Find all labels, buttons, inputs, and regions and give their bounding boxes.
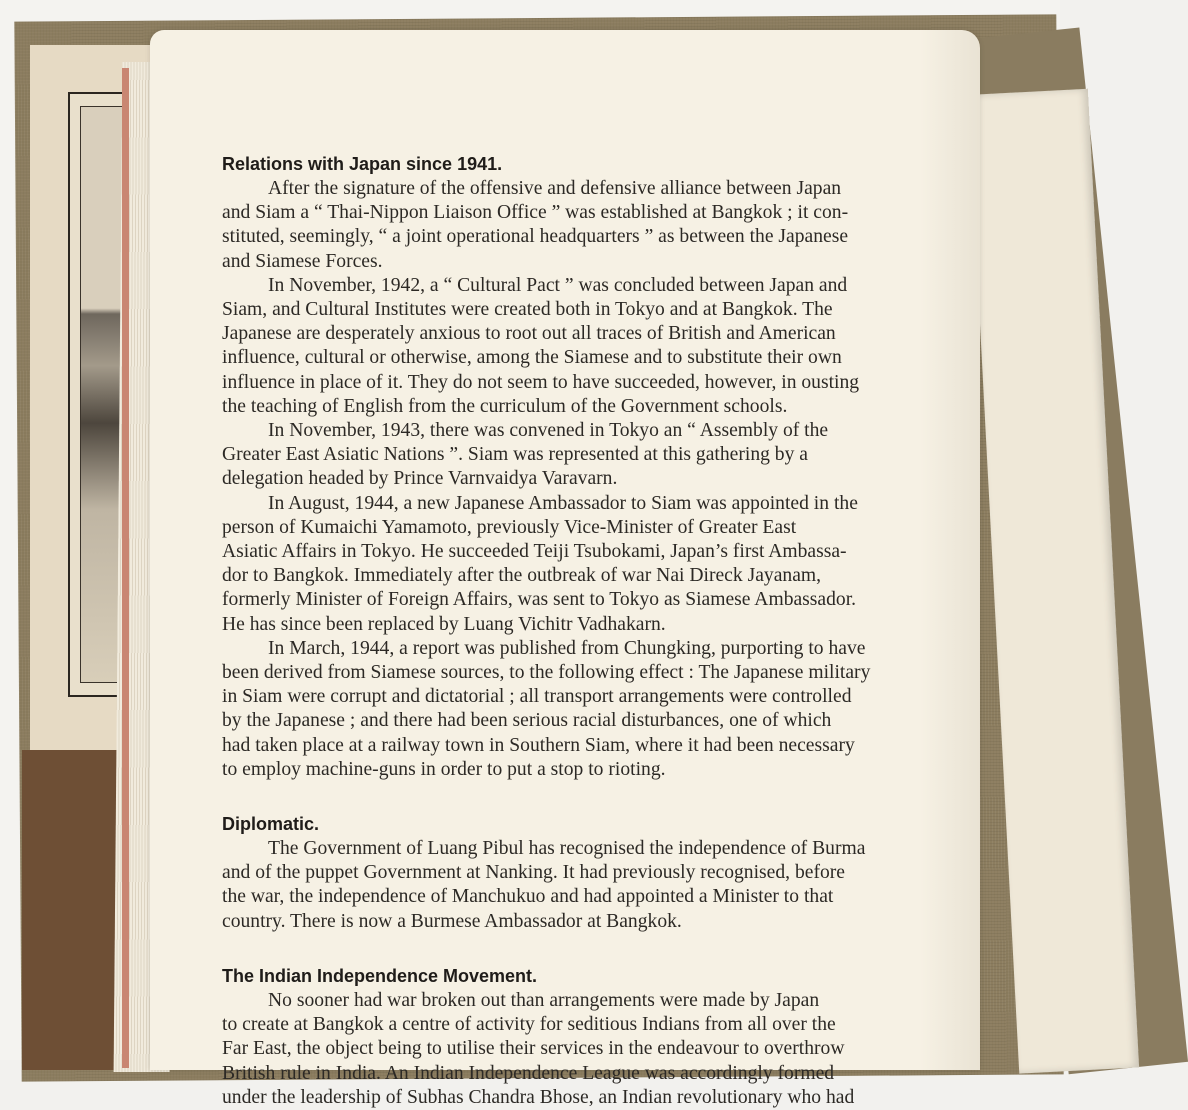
- red-page-edge: [122, 68, 129, 1068]
- paragraph: [222, 419, 972, 492]
- text-line: The Government of Luang Pibul has recognised the independence of Burma: [268, 838, 866, 860]
- text-line: the war, the independence of Manchukuo and had appointed a Minister to that: [222, 886, 834, 908]
- text-line: He has since been replaced by Luang Vichitr Vadhakarn.: [222, 613, 666, 635]
- section-heading: Diplomatic.: [222, 814, 320, 835]
- paragraph: [222, 492, 972, 637]
- paragraph: [222, 177, 972, 274]
- text-line: No sooner had war broken out than arrangements were made by Japan: [268, 989, 820, 1011]
- paragraph: [222, 989, 972, 1110]
- text-line: stituted, seemingly, “ a joint operational headquarters ” as between the Japanese: [222, 226, 849, 248]
- text-line: dor to Bangkok. Immediately after the outbreak of war Nai Direck Jayanam,: [222, 565, 822, 587]
- text-line: Japanese are desperately anxious to root out all traces of British and American: [222, 323, 836, 345]
- text-line: and of the puppet Government at Nanking. It had previously recognised, before: [222, 862, 846, 884]
- text-line: in Siam were corrupt and dictatorial ; all transport arrangements were controlled: [222, 686, 852, 708]
- text-line: had taken place at a railway town in Southern Siam, where it had been necessary: [222, 734, 855, 756]
- text-line: In March, 1944, a report was published from Chungking, purporting to have: [268, 637, 866, 659]
- text-line: country. There is now a Burmese Ambassador at Bangkok.: [222, 910, 682, 932]
- text-line: and Siamese Forces.: [222, 250, 383, 272]
- section-heading: The Indian Independence Movement.: [222, 965, 538, 986]
- text-line: influence, cultural or otherwise, among the Siamese and to substitute their own: [222, 347, 842, 369]
- paragraph: [222, 274, 972, 419]
- text-line: Asiatic Affairs in Tokyo. He succeeded Teiji Tsubokami, Japan’s first Ambassa-: [222, 541, 847, 563]
- text-line: to create at Bangkok a centre of activity for seditious Indians from all over the: [222, 1014, 836, 1036]
- text-line: and Siam a “ Thai-Nippon Liaison Office ” was established at Bangkok ; it con-: [222, 202, 849, 224]
- page-text: [222, 152, 972, 1110]
- paragraph: [222, 837, 972, 934]
- text-line: British rule in India. An Indian Independence League was accordingly formed: [222, 1062, 835, 1084]
- text-line: under the leadership of Subhas Chandra Bhose, an Indian revolutionary who had: [222, 1086, 855, 1108]
- text-line: formerly Minister of Foreign Affairs, was sent to Tokyo as Siamese Ambassador.: [222, 589, 857, 611]
- section-heading: Relations with Japan since 1941.: [222, 154, 503, 174]
- text-line: person of Kumaichi Yamamoto, previously Vice-Minister of Greater East: [222, 516, 797, 538]
- text-line: In August, 1944, a new Japanese Ambassador to Siam was appointed in the: [268, 492, 858, 514]
- paragraph: [222, 637, 972, 782]
- text-line: In November, 1942, a “ Cultural Pact ” was concluded between Japan and: [268, 274, 848, 296]
- text-line: delegation headed by Prince Varnvaidya Varavarn.: [222, 468, 618, 490]
- text-line: Greater East Asiatic Nations ”. Siam was represented at this gathering by a: [222, 444, 808, 466]
- inner-board: [22, 750, 127, 1070]
- text-line: In November, 1943, there was convened in Tokyo an “ Assembly of the: [268, 420, 829, 442]
- text-line: to employ machine-guns in order to put a stop to rioting.: [222, 758, 666, 780]
- book-page: [150, 30, 980, 1108]
- text-line: Far East, the object being to utilise their services in the endeavour to overthrow: [222, 1038, 845, 1060]
- text-line: After the signature of the offensive and defensive alliance between Japan: [268, 178, 842, 199]
- text-line: the teaching of English from the curriculum of the Government schools.: [222, 395, 788, 417]
- text-line: Siam, and Cultural Institutes were created both in Tokyo and at Bangkok. The: [222, 299, 833, 321]
- text-line: been derived from Siamese sources, to the following effect : The Japanese military: [222, 662, 871, 684]
- text-line: by the Japanese ; and there had been serious racial disturbances, one of which: [222, 710, 832, 732]
- text-line: influence in place of it. They do not seem to have succeeded, however, in ousting: [222, 371, 860, 393]
